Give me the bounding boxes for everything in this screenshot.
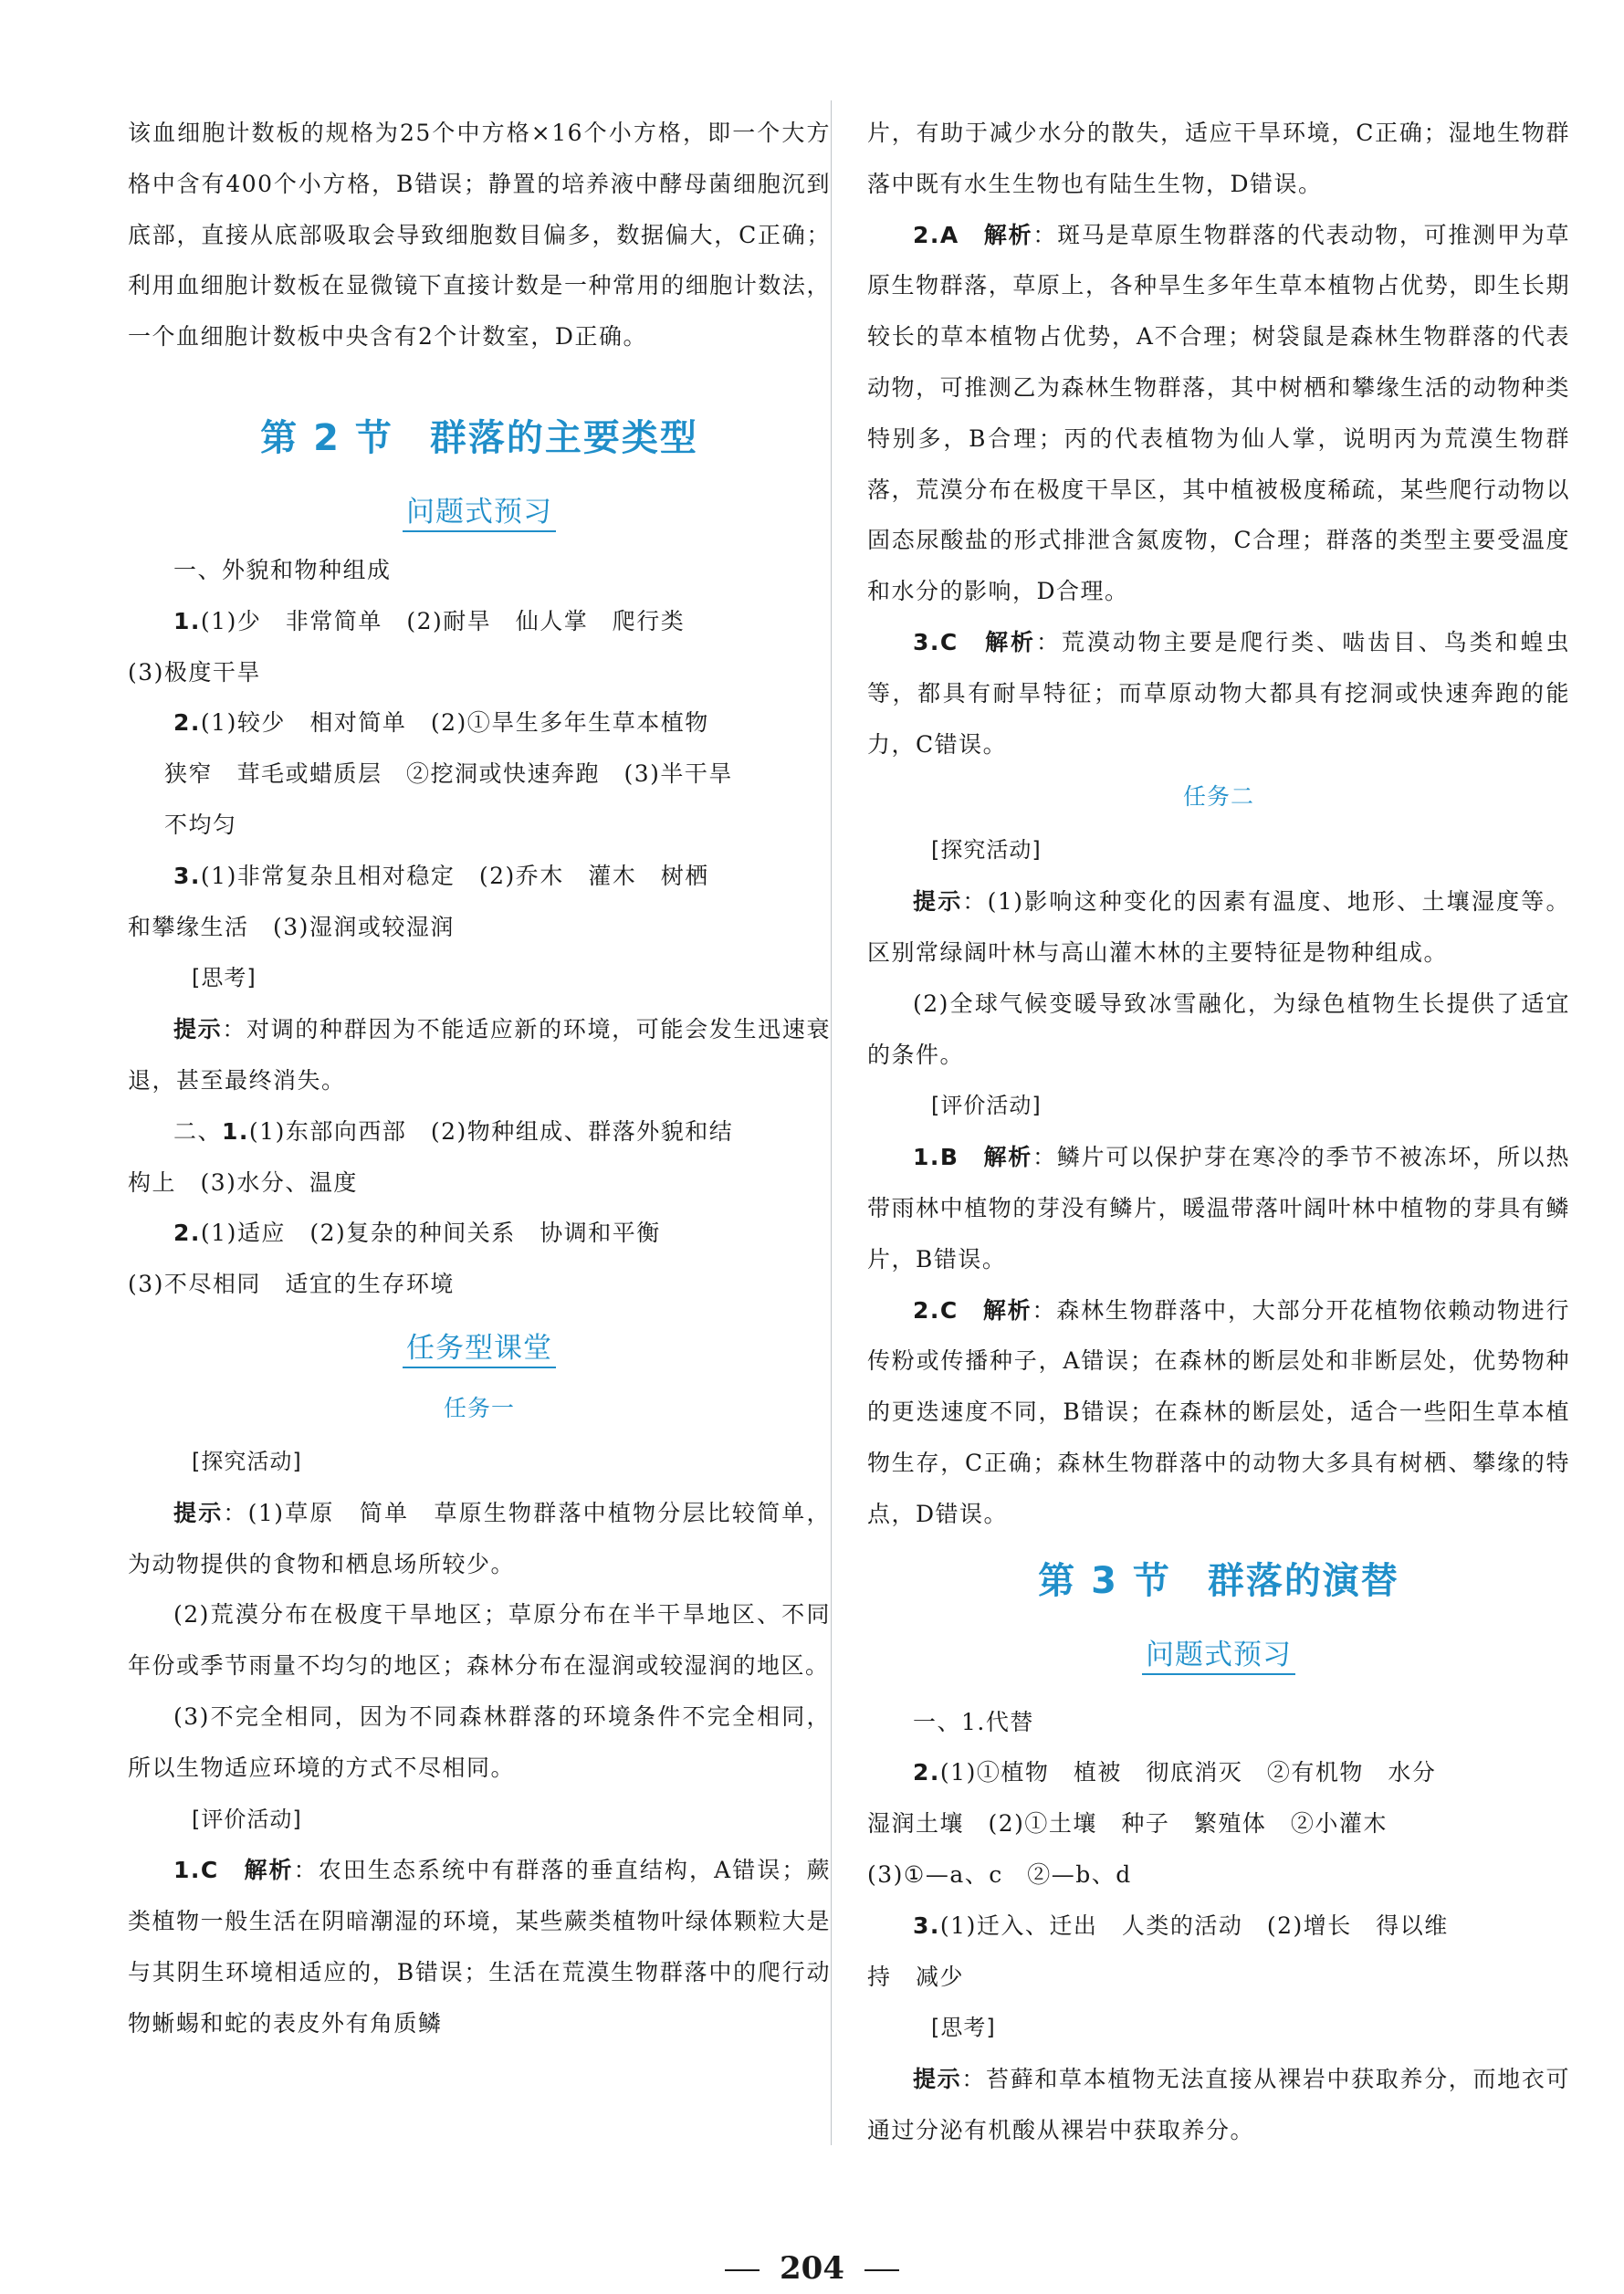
eval-2: 2.A 解析：斑马是草原生物群落的代表动物，可推测甲为草原生物群落，草原上，各种旱生多年生草本植物占优势，即生长期较长的草本植物占优势，A不合理；树袋鼠是森林生物群落的代表动物，可推测乙为森林生物群落，其中树栖和攀缘生活的动物种类特别多，B合理；丙的代表植物为仙人掌，说明丙为荒漠生物群落，荒漠分布在极度干旱区，其中植被极度稀疏，某些爬行动物以固态尿酸盐的形式排泄含氮废物，C合理；群落的类型主要受温度和水分的影响，D合理。 xyxy=(867,221,1570,605)
think-label-2: [思考] xyxy=(931,2015,996,2041)
s3-item2-line2: 湿润土壤 (2)①土壤 种子 繁殖体 ②小灌木 xyxy=(867,1810,1388,1838)
item2-line1: 2.(1)较少 相对简单 (2)①旱生多年生草本植物 xyxy=(173,709,709,737)
footer-dash-right xyxy=(864,2269,899,2271)
explore2-hint-2: (2)全球气候变暖导致冰雪融化，为绿色植物生长提供了适宜的条件。 xyxy=(867,990,1570,1068)
continued-paragraph: 片，有助于减少水分的散失，适应干旱环境，C正确；湿地生物群落中既有水生生物也有陆生生物，D错误。 xyxy=(867,120,1570,197)
item3-line1: 3.(1)非常复杂且相对稳定 (2)乔木 灌木 树栖 xyxy=(173,862,709,889)
part2-line2: 构上 (3)水分、温度 xyxy=(128,1168,358,1196)
item3-line2: 和攀缘生活 (3)湿润或较湿润 xyxy=(128,913,455,940)
section-number: 第 2 节 xyxy=(260,416,393,459)
intro-paragraph: 该血细胞计数板的规格为25个中方格×16个小方格，即一个大方格中含有400个小方格，B错误；静置的培养液中酵母菌细胞沉到底部，直接从底部吸取会导致细胞数目偏多，数据偏大，C正确；利用血细胞计数板在显微镜下直接计数是一种常用的细胞计数法，一个血细胞计数板中央含有2个计数室，D正确。 xyxy=(128,120,831,351)
item1-line2: (3)极度干旱 xyxy=(128,658,261,686)
task2-eval-1: 1.B 解析：鳞片可以保护芽在寒冷的季节不被冻坏，所以热带雨林中植物的芽没有鳞片，暖温带落叶阔叶林中植物的芽具有鳞片，B错误。 xyxy=(867,1144,1570,1273)
explore-hint-3: (3)不完全相同，因为不同森林群落的环境条件不完全相同，所以生物适应环境的方式不尽相同。 xyxy=(128,1702,831,1781)
task2-heading: 任务二 xyxy=(1182,783,1254,811)
part2-item2-line2: (3)不尽相同 适宜的生存环境 xyxy=(128,1271,455,1298)
part2-line1: 二、1.(1)东部向西部 (2)物种组成、群落外貌和结 xyxy=(173,1117,734,1145)
explore-hint-2: (2)荒漠分布在极度干旱地区；草原分布在半干旱地区、不同年份或季节雨量不均匀的地区；森林分布在湿润或较湿润的地区。 xyxy=(128,1601,831,1680)
eval-label: [评价活动] xyxy=(192,1806,302,1832)
page-number: 204 xyxy=(780,2250,844,2287)
section-3-heading xyxy=(867,1540,1570,1622)
explore-hint-1: 提示：(1)草原 简单 草原生物群落中植物分层比较简单，为动物提供的食物和栖息场所较少。 xyxy=(128,1499,831,1577)
task2-eval-2: 2.C 解析：森林生物群落中，大部分开花植物依赖动物进行传粉或传播种子，A错误；在森林的断层处和非断层处，优势物种的更迭速度不同，B错误；在森林的断层处，适合一些阳生草本植物生存，C正确；森林生物群落中的动物大多具有树栖、攀缘的特点，D错误。 xyxy=(867,1296,1570,1527)
explore-label: [探究活动] xyxy=(192,1448,302,1474)
item2-line3: 不均匀 xyxy=(164,811,237,838)
s3-item2-line3: (3)①—a、c ②—b、d xyxy=(867,1860,1132,1888)
section-2-heading xyxy=(128,397,831,479)
part2-item2-line1: 2.(1)适应 (2)复杂的种间关系 协调和平衡 xyxy=(173,1220,661,1247)
item2-line2: 狭窄 茸毛或蜡质层 ②挖洞或快速奔跑 (3)半干旱 xyxy=(164,760,733,788)
eval-3: 3.C 解析：荒漠动物主要是爬行类、啮齿目、鸟类和蝗虫等，都具有耐旱特征；而草原动物大都具有挖洞或快速奔跑的能力，C错误。 xyxy=(867,628,1570,758)
explore-label-2: [探究活动] xyxy=(931,837,1042,864)
s3-item2-line1: 2.(1)①植物 植被 彻底消灭 ②有机物 水分 xyxy=(913,1759,1437,1786)
eval-label-2: [评价活动] xyxy=(931,1093,1042,1119)
think-hint-2: 提示：苔藓和草本植物无法直接从裸岩中获取养分，而地衣可通过分泌有机酸从裸岩中获取养分。 xyxy=(867,2066,1570,2143)
right-column xyxy=(867,108,1570,2156)
section-title: 群落的主要类型 xyxy=(429,416,698,459)
s3-item3-line1: 3.(1)迁入、迁出 人类的活动 (2)增长 得以维 xyxy=(913,1912,1449,1939)
think-label: [思考] xyxy=(192,965,257,991)
part1-title: 一、外貌和物种组成 xyxy=(173,556,392,583)
s3-part1: 一、1.代替 xyxy=(913,1708,1034,1735)
task1-heading: 任务一 xyxy=(443,1394,515,1421)
preview-heading: 问题式预习 xyxy=(128,479,831,545)
classroom-heading: 任务型课堂 xyxy=(128,1315,831,1381)
page-footer xyxy=(0,2250,1624,2287)
column-divider xyxy=(831,100,832,2145)
section-title: 群落的演替 xyxy=(1207,1559,1399,1602)
preview-heading-2: 问题式预习 xyxy=(867,1622,1570,1688)
eval-1: 1.C 解析：农田生态系统中有群落的垂直结构，A错误；蕨类植物一般生活在阴暗潮湿的环境，某些蕨类植物叶绿体颗粒大是与其阴生环境相适应的，B错误；生活在荒漠生物群落中的爬行动物蜥蜴和蛇的表皮外有角质鳞 xyxy=(128,1857,831,2037)
explore2-hint-1: 提示：(1)影响这种变化的因素有温度、地形、土壤湿度等。区别常绿阔叶林与高山灌木林的主要特征是物种组成。 xyxy=(867,888,1570,966)
item1-line1: 1.(1)少 非常简单 (2)耐旱 仙人掌 爬行类 xyxy=(173,607,686,634)
left-column xyxy=(128,108,831,2049)
think-hint: 提示：对调的种群因为不能适应新的环境，可能会发生迅速衰退，甚至最终消失。 xyxy=(128,1016,831,1094)
footer-dash-left xyxy=(725,2269,760,2271)
s3-item3-line2: 持 减少 xyxy=(867,1963,965,1990)
section-number: 第 3 节 xyxy=(1038,1559,1171,1602)
